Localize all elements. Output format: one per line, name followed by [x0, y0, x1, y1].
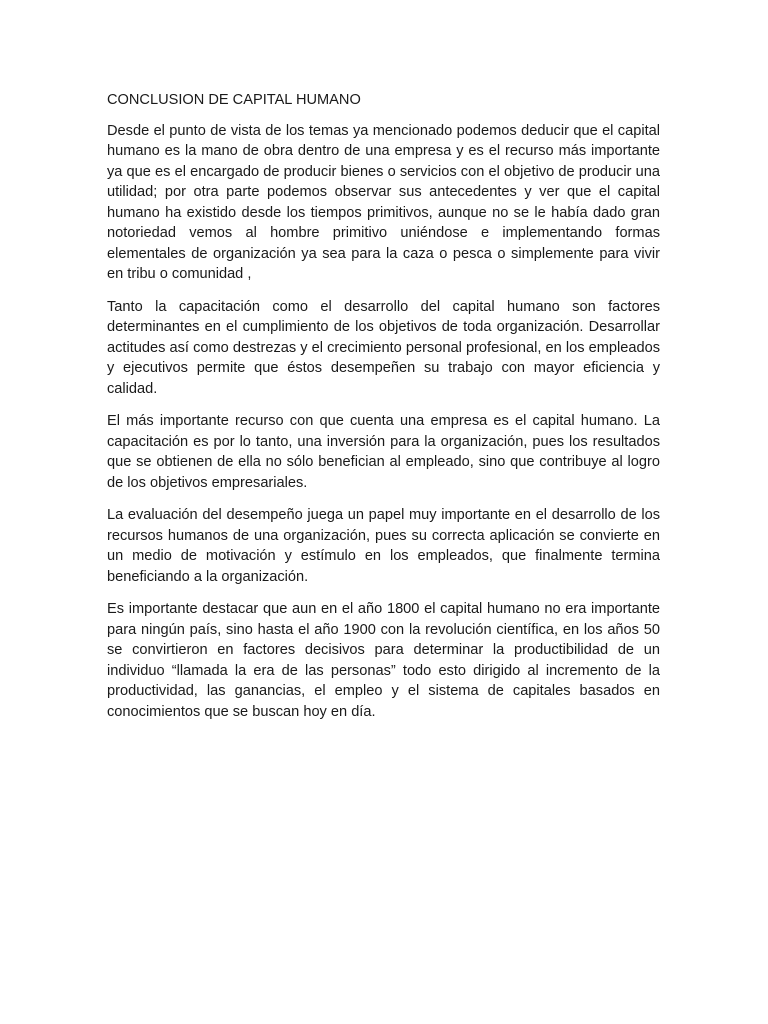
paragraph-5: Es importante destacar que aun en el año 1800 el capital humano no era importante para ningún país, sino hasta el año 1900 con la revolución científica, en los años 50 se convirtieron en factores decisivos para determinar la productibilidad de un individuo “llamada la era de las personas” todo esto dirigido al incremento de la productividad, las ganancias, el empleo y el sistema de capitales basados en conocimientos que se buscan hoy en día.: [107, 601, 660, 720]
paragraph-2: Tanto la capacitación como el desarrollo del capital humano son factores determinantes en el cumplimiento de los objetivos de toda organización. Desarrollar actitudes así como destrezas y el crecimiento personal profesional, en los empleados y ejecutivos permite que éstos desempeñen su trabajo con mayor eficiencia y calidad.: [107, 298, 660, 397]
document-body: [107, 90, 660, 734]
paragraph-1: Desde el punto de vista de los temas ya mencionado podemos deducir que el capital humano es la mano de obra dentro de una empresa y es el recurso más importante ya que es el encargado de producir bienes o servicios con el objetivo de producir una utilidad; por otra parte podemos observar sus antecedentes y ver que el capital humano ha existido desde los tiempos primitivos, aunque no se le había dado gran notoriedad vemos al hombre primitivo uniéndose e implementando formas elementales de organización ya sea para la caza o pesca o simplemente para vivir en tribu o comunidad ,: [107, 122, 660, 282]
document-title: CONCLUSION DE CAPITAL HUMANO: [107, 92, 361, 108]
paragraph-3: El más importante recurso con que cuenta una empresa es el capital humano. La capacitación es por lo tanto, una inversión para la organización, pues los resultados que se obtienen de ella no sólo benefician al empleado, sino que contribuye al logro de los objetivos empresariales.: [107, 413, 660, 491]
paragraph-4: La evaluación del desempeño juega un papel muy importante en el desarrollo de los recursos humanos de una organización, pues su correcta aplicación se convierte en un medio de motivación y estímulo en los empleados, que finalmente termina beneficiando a la organización.: [107, 507, 660, 585]
